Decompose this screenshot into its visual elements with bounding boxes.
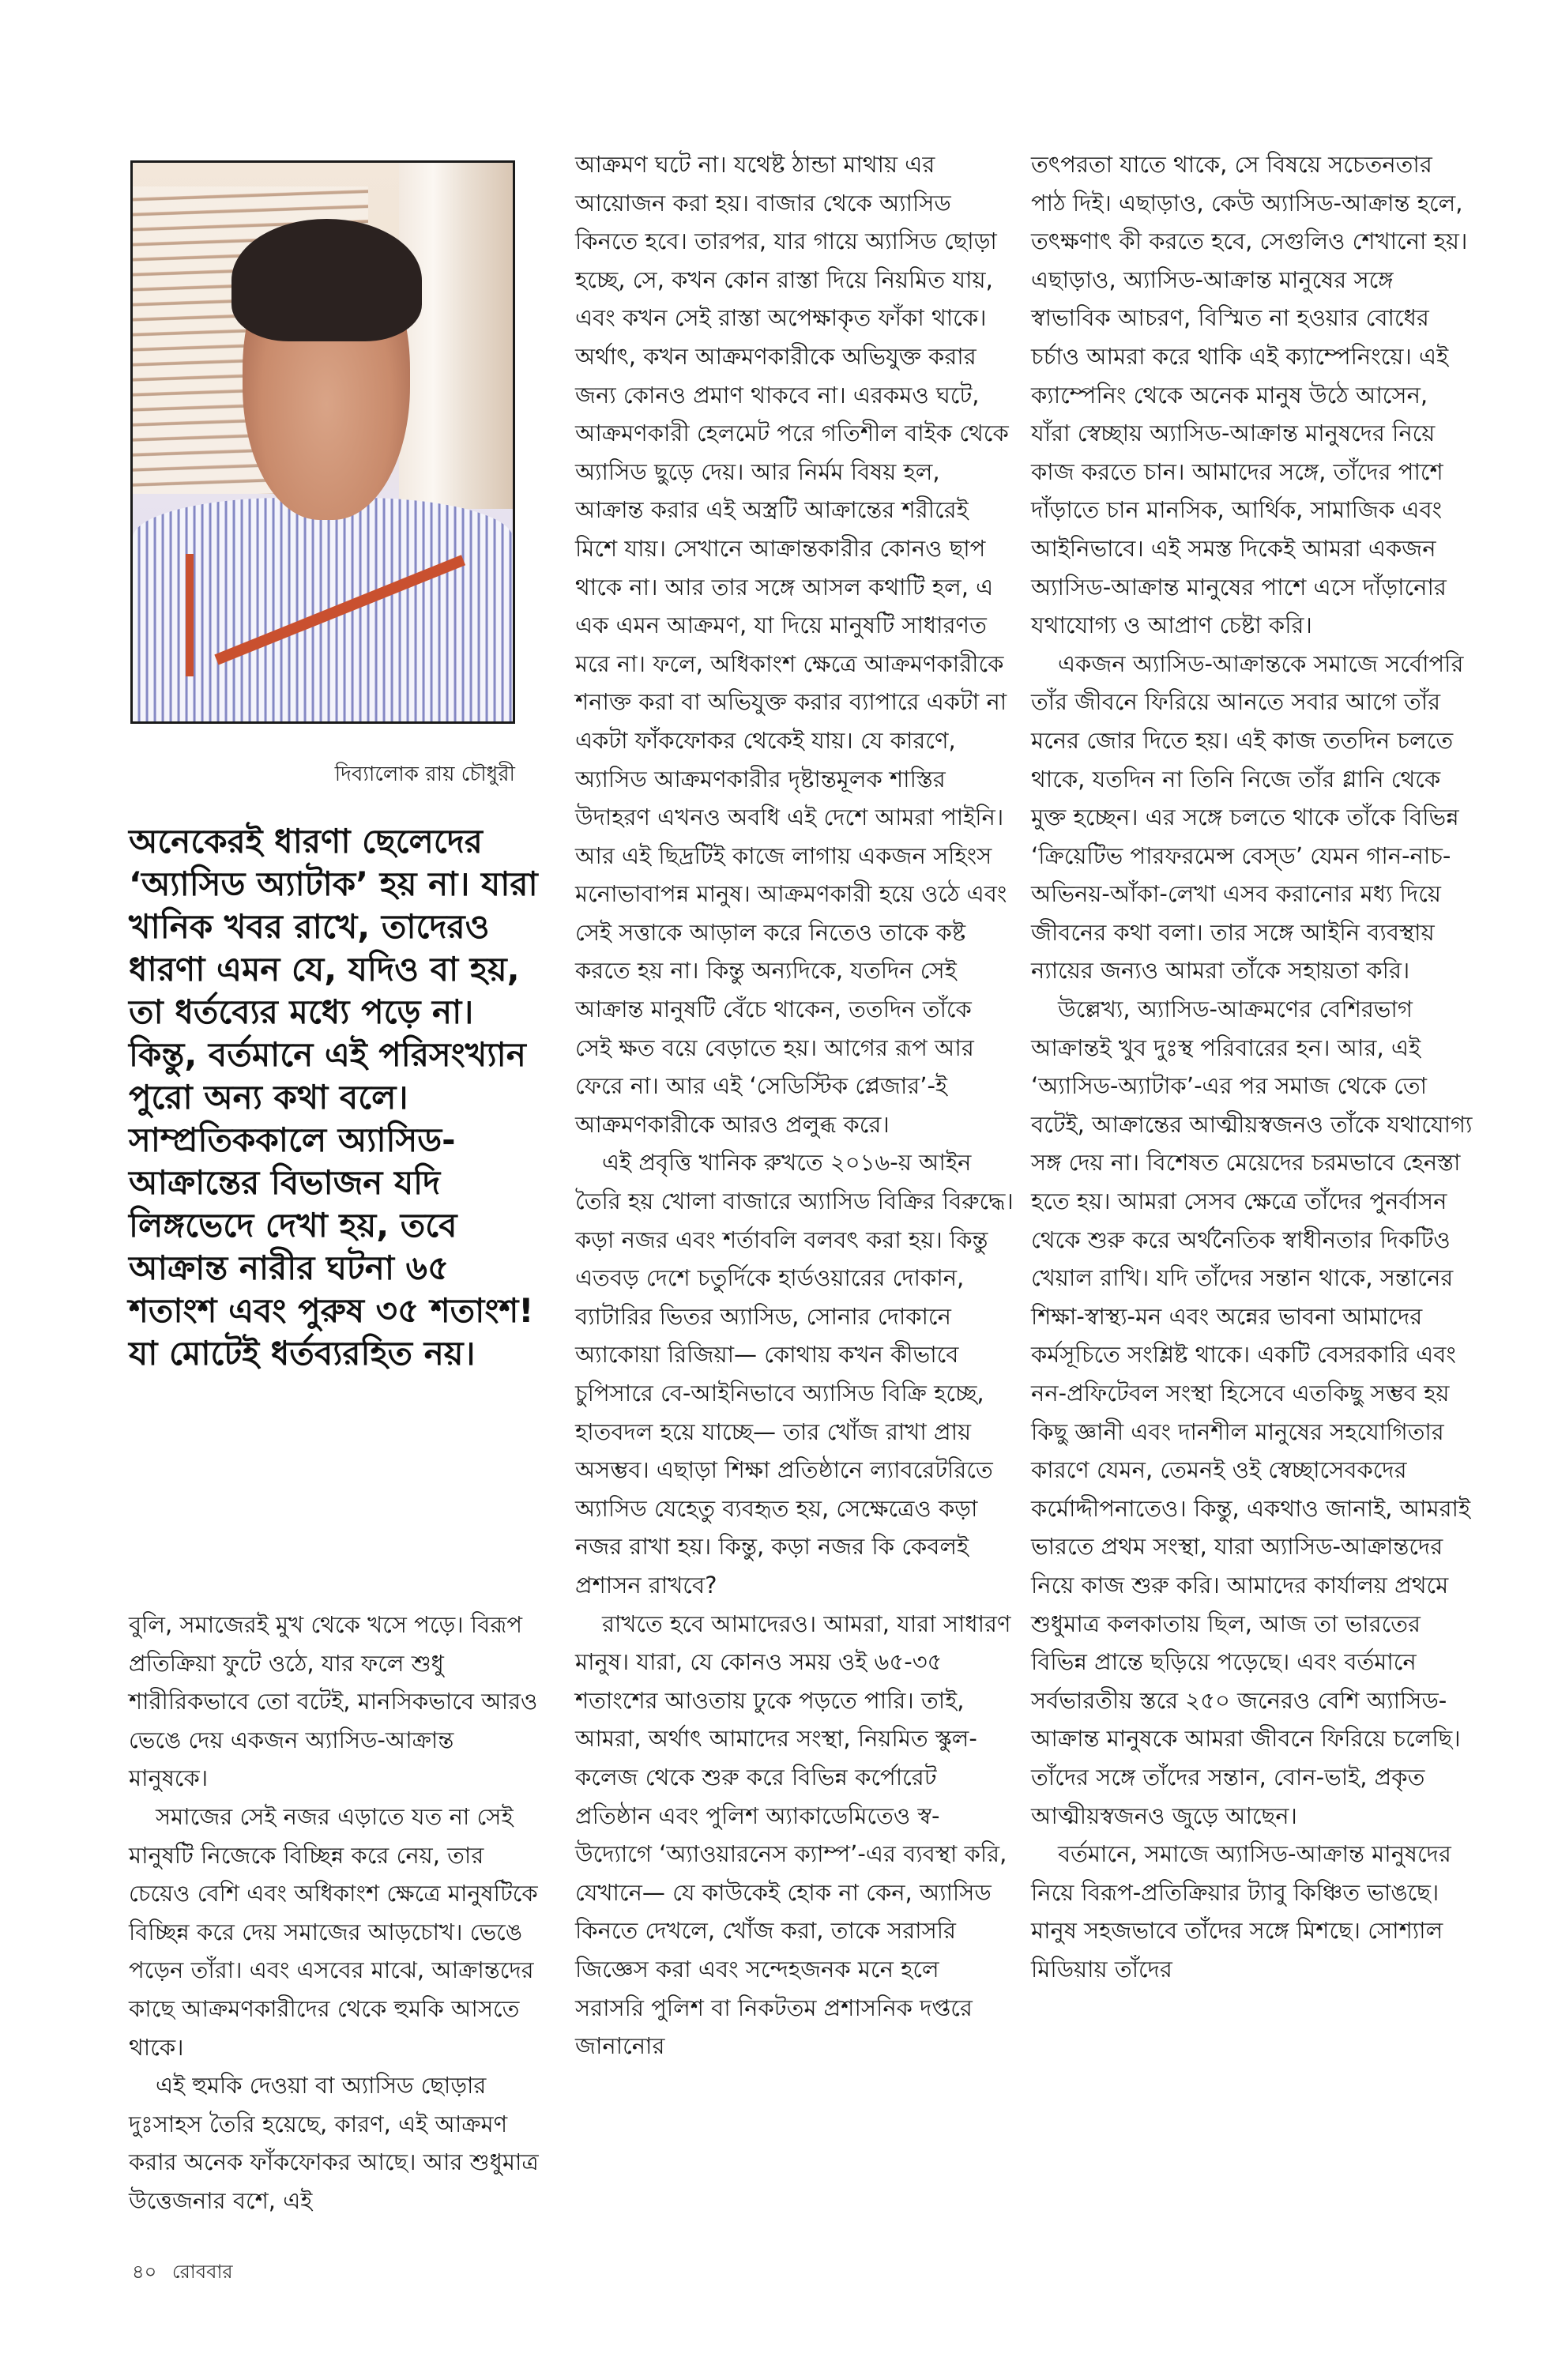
paragraph: তৎপরতা যাতে থাকে, সে বিষয়ে সচেতনতার পাঠ দিই। এছাড়াও, কেউ অ্যাসিড-আক্রান্ত হলে, তৎক্ষণাৎ কী করতে হবে, সেগুলিও শেখানো হয়। এছাড়াও, অ্যাসিড-আক্রান্ত মানুষের সঙ্গে স্বাভাবিক আচরণ, বিস্মিত না হওয়ার বোধের চর্চাও আমরা করে থাকি এই ক্যাম্পেনিংয়ে। এই ক্যাম্পেনিং থেকে অনেক মানুষ উঠে আসেন, যাঁরা স্বেচ্ছায় অ্যাসিড-আক্রান্ত মানুষদের নিয়ে কাজ করতে চান। আমাদের সঙ্গে, তাঁদের পাশে দাঁড়াতে চান মানসিক, আর্থিক, সামাজিক এবং আইনিভাবে। এই সমস্ত দিকেই আমরা একজন অ্যাসিড-আক্রান্ত মানুষের পাশে এসে দাঁড়ানোর যথাযোগ্য ও আপ্রাণ চেষ্টা করি।	[1031, 151, 1468, 639]
paragraph: আক্রমণ ঘটে না। যথেষ্ট ঠান্ডা মাথায় এর আয়োজন করা হয়। বাজার থেকে অ্যাসিড কিনতে হবে। তারপর, যার গায়ে অ্যাসিড ছোড়া হচ্ছে, সে, কখন কোন রাস্তা দিয়ে নিয়মিত যায়, এবং কখন সেই রাস্তা অপেক্ষাকৃত ফাঁকা থাকে। অর্থাৎ, কখন আক্রমণকারীকে অভিযুক্ত করার জন্য কোনও প্রমাণ থাকবে না। এরকমও ঘটে, আক্রমণকারী হেলমেট পরে গতিশীল বাইক থেকে অ্যাসিড ছুড়ে দেয়। আর নির্মম বিষয় হল, আক্রান্ত করার এই অস্ত্রটি আক্রান্তের শরীরেই মিশে যায়। সেখানে আক্রান্তকারীর কোনও ছাপ থাকে না। আর তার সঙ্গে আসল কথাটি হল, এ এক এমন আক্রমণ, যা দিয়ে মানুষটি সাধারণত মরে না। ফলে, অধিকাংশ ক্ষেত্রে আক্রমণকারীকে শনাক্ত করা বা অভিযুক্ত করার ব্যাপারে একটা না একটা ফাঁকফোকর থেকেই যায়। যে কারণে, অ্যাসিড আক্রমণকারীর দৃষ্টান্তমূলক শাস্তির উদাহরণ এখনও অবধি এই দেশে আমরা পাইনি। আর এই ছিদ্রটিই কাজে লাগায় একজন সহিংস মনোভাবাপন্ন মানুষ। আক্রমণকারী হয়ে ওঠে এবং সেই সত্তাকে আড়াল করে নিতেও তাকে কষ্ট করতে হয় না। কিন্তু অন্যদিকে, যতদিন সেই আক্রান্ত মানুষটি বেঁচে থাকেন, ততদিন তাঁকে সেই ক্ষত বয়ে বেড়াতে হয়। আগের রূপ আর ফেরে না। আর এই ‘সেডিস্টিক প্লেজার’-ই আক্রমণকারীকে আরও প্রলুব্ধ করে।	[575, 151, 1009, 1138]
paragraph: বুলি, সমাজেরই মুখ থেকে খসে পড়ে। বিরূপ প্রতিক্রিয়া ফুটে ওঠে, যার ফলে শুধু শারীরিকভাবে তো বটেই, মানসিকভাবে আরও ভেঙে দেয় একজন অ্যাসিড-আক্রান্ত মানুষকে।	[129, 1611, 538, 1792]
column-3	[1031, 145, 1473, 1989]
paragraph: রাখতে হবে আমাদেরও। আমরা, যারা সাধারণ মানুষ। যারা, যে কোনও সময় ওই ৬৫-৩৫ শতাংশের আওতায় ঢুকে পড়তে পারি। তাই, আমরা, অর্থাৎ আমাদের সংস্থা, নিয়মিত স্কুল-কলেজ থেকে শুরু করে বিভিন্ন কর্পোরেট প্রতিষ্ঠান এবং পুলিশ অ্যাকাডেমিতেও স্ব-উদ্যোগে ‘অ্যাওয়ারনেস ক্যাম্প’-এর ব্যবস্থা করি, যেখানে— যে কাউকেই হোক না কেন, অ্যাসিড কিনতে দেখলে, খোঁজ করা, তাকে সরাসরি জিজ্ঞেস করা এবং সন্দেহজনক মনে হলে সরাসরি পুলিশ বা নিকটতম প্রশাসনিক দপ্তরে জানানোর	[575, 1610, 1011, 2060]
publication-name: রোববার	[171, 2261, 233, 2283]
page-folio	[132, 2260, 243, 2284]
paragraph: সমাজের সেই নজর এড়াতে যত না সেই মানুষটি নিজেকে বিচ্ছিন্ন করে নেয়, তার চেয়েও বেশি এবং অধিকাংশ ক্ষেত্রে মানুষটিকে বিচ্ছিন্ন করে দেয় সমাজের আড়চোখ। ভেঙে পড়েন তাঁরা। এবং এসবের মাঝে, আক্রান্তদের কাছে আক্রমণকারীদের থেকে হুমকি আসতে থাকে।	[129, 1802, 538, 2061]
door-frame	[399, 163, 513, 509]
pull-quote	[129, 820, 540, 1375]
portrait-photo	[130, 160, 515, 724]
paragraph: উল্লেখ্য, অ্যাসিড-আক্রমণের বেশিরভাগ আক্রান্তই খুব দুঃস্থ পরিবারের হন। আর, এই ‘অ্যাসিড-অ্যাটাক’-এর পর সমাজ থেকে তো বটেই, আক্রান্তের আত্মীয়স্বজনও তাঁকে যথাযোগ্য সঙ্গ দেয় না। বিশেষত মেয়েদের চরমভাবে হেনস্তা হতে হয়। আমরা সেসব ক্ষেত্রে তাঁদের পুনর্বাসন থেকে শুরু করে অর্থনৈতিক স্বাধীনতার দিকটিও খেয়াল রাখি। যদি তাঁদের সন্তান থাকে, সন্তানের শিক্ষা-স্বাস্থ্য-মন এবং অন্নের ভাবনা আমাদের কর্মসূচিতে সংশ্লিষ্ট থাকে। একটি বেসরকারি এবং নন-প্রফিটেবল সংস্থা হিসেবে এতকিছু সম্ভব হয় কিছু জ্ঞানী এবং দানশীল মানুষের সহযোগিতার কারণে যেমন, তেমনই ওই স্বেচ্ছাসেবকদের কর্মোদ্দীপনাতেও। কিন্তু, একথাও জানাই, আমরাই ভারতে প্রথম সংস্থা, যারা অ্যাসিড-আক্রান্তদের নিয়ে কাজ শুরু করি। আমাদের কার্যালয় প্রথমে শুধুমাত্র কলকাতায় ছিল, আজ তা ভারতের বিভিন্ন প্রান্তে ছড়িয়ে পড়েছে। এবং বর্তমানে সর্বভারতীয় স্তরে ২৫০ জনেরও বেশি অ্যাসিড-আক্রান্ত মানুষকে আমরা জীবনে ফিরিয়ে চলেছি। তাঁদের সঙ্গে তাঁদের সন্তান, বোন-ভাই, প্রকৃত আত্মীয়স্বজনও জুড়ে আছেন।	[1031, 996, 1473, 1829]
pull-quote-text: অনেকেরই ধারণা ছেলেদের ‘অ্যাসিড অ্যাটাক’ হয় না। যারা খানিক খবর রাখে, তাদেরও ধারণা এমন যে, যদিও বা হয়, তা ধর্তব্যের মধ্যে পড়ে না। কিন্তু, বর্তমানে এই পরিসংখ্যান পুরো অন্য কথা বলে। সাম্প্রতিককালে অ্যাসিড-আক্রান্তের বিভাজন যদি লিঙ্গভেদে দেখা হয়, তবে আক্রান্ত নারীর ঘটনা ৬৫ শতাংশ এবং পুরুষ ৩৫ শতাংশ! যা মোটেই ধর্তব্যরহিত নয়।	[129, 822, 538, 1373]
lanyard-strap	[186, 554, 194, 677]
column-2	[575, 145, 1014, 2066]
paragraph: এই প্রবৃত্তি খানিক রুখতে ২০১৬-য় আইন তৈরি হয় খোলা বাজারে অ্যাসিড বিক্রির বিরুদ্ধে। কড়া নজর এবং শর্তাবলি বলবৎ করা হয়। কিন্তু এতবড় দেশে চতুর্দিকে হার্ডওয়ারের দোকান, ব্যাটারির ভিতর অ্যাসিড, সোনার দোকানে অ্যাকোয়া রিজিয়া— কোথায় কখন কীভাবে চুপিসারে বে-আইনিভাবে অ্যাসিড বিক্রি হচ্ছে, হাতবদল হয়ে যাচ্ছে— তার খোঁজ রাখা প্রায় অসম্ভব। এছাড়া শিক্ষা প্রতিষ্ঠানে ল্যাবরেটরিতে অ্যাসিড যেহেতু ব্যবহৃত হয়, সেক্ষেত্রেও কড়া নজর রাখা হয়। কিন্তু, কড়া নজর কি কেবলই প্রশাসন রাখবে?	[575, 1149, 1014, 1599]
paragraph: বর্তমানে, সমাজে অ্যাসিড-আক্রান্ত মানুষদের নিয়ে বিরূপ-প্রতিক্রিয়ার ট্যাবু কিঞ্চিত ভাঙছে। মানুষ সহজভাবে তাঁদের সঙ্গে মিশছে। সোশ্যাল মিডিয়ায় তাঁদের	[1031, 1840, 1451, 1983]
paragraph: এই হুমকি দেওয়া বা অ্যাসিড ছোড়ার দুঃসাহস তৈরি হয়েছে, কারণ, এই আক্রমণ করার অনেক ফাঁকফোকর আছে। আর শুধুমাত্র উত্তেজনার বশে, এই	[129, 2072, 539, 2214]
photo-caption: দিব্যালোক রায় চৌধুরী	[334, 763, 515, 786]
page-number: ৪০	[132, 2261, 157, 2283]
paragraph: একজন অ্যাসিড-আক্রান্তকে সমাজে সর্বোপরি তাঁর জীবনে ফিরিয়ে আনতে সবার আগে তাঁর মনের জোর দিতে হয়। এই কাজ ততদিন চলতে থাকে, যতদিন না তিনি নিজে তাঁর গ্লানি থেকে মুক্ত হচ্ছেন। এর সঙ্গে চলতে থাকে তাঁকে বিভিন্ন ‘ক্রিয়েটিভ পারফরমেন্স বেস্‌ড’ যেমন গান-নাচ-অভিনয়-আঁকা-লেখা এসব করানোর মধ্য দিয়ে জীবনের কথা বলা। তার সঙ্গে আইনি ব্যবস্থায় ন্যায়ের জন্যও আমরা তাঁকে সহায়তা করি।	[1031, 650, 1464, 985]
column-1	[129, 1606, 540, 2220]
hair	[231, 219, 422, 342]
